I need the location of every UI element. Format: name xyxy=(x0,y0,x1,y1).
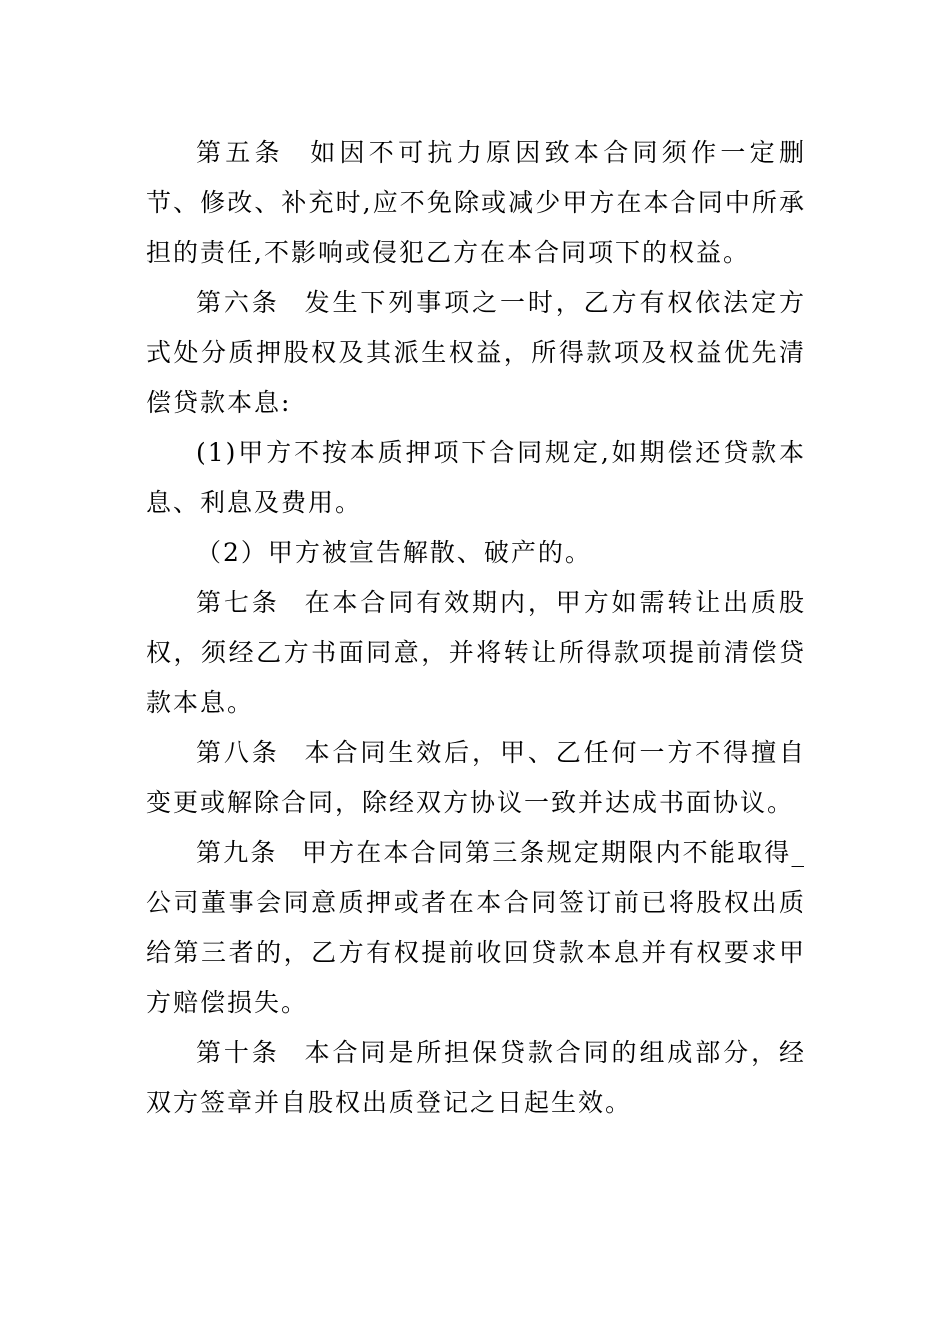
article-text: 甲方在本合同第三条规定期限内不能取得_公司董事会同意质押或者在本合同签订前已将股权出质给第三者的，乙方有权提前收回贷款本息并有权要求甲方赔偿损失。 xyxy=(146,838,806,1017)
article-7 xyxy=(146,578,806,728)
article-text: 本合同是所担保贷款合同的组成部分，经双方签章并自股权出质登记之日起生效。 xyxy=(146,1038,806,1117)
article-9 xyxy=(146,828,806,1028)
article-5 xyxy=(146,128,806,278)
article-heading: 第八条 xyxy=(196,738,280,767)
item-text: （2）甲方被宣告解散、破产的。 xyxy=(196,538,592,567)
article-heading: 第九条 xyxy=(196,838,278,867)
article-text: 本合同生效后，甲、乙任何一方不得擅自变更或解除合同，除经双方协议一致并达成书面协议。 xyxy=(146,738,806,817)
article-heading: 第五条 xyxy=(196,138,284,167)
item-text: (1)甲方不按本质押项下合同规定,如期偿还贷款本息、利息及费用。 xyxy=(146,438,806,517)
article-heading: 第六条 xyxy=(196,288,280,317)
article-text: 如因不可抗力原因致本合同须作一定删节、修改、补充时,应不免除或减少甲方在本合同中所承担的责任,不影响或侵犯乙方在本合同项下的权益。 xyxy=(146,138,806,267)
document-body xyxy=(146,128,806,1128)
article-10 xyxy=(146,1028,806,1128)
article-6-item-2 xyxy=(146,528,806,578)
article-text: 发生下列事项之一时，乙方有权依法定方式处分质押股权及其派生权益，所得款项及权益优先清偿贷款本息: xyxy=(146,288,806,417)
article-text: 在本合同有效期内，甲方如需转让出质股权，须经乙方书面同意，并将转让所得款项提前清偿贷款本息。 xyxy=(146,588,806,717)
article-heading: 第七条 xyxy=(196,588,280,617)
article-8 xyxy=(146,728,806,828)
article-6 xyxy=(146,278,806,428)
article-heading: 第十条 xyxy=(196,1038,280,1067)
article-6-item-1 xyxy=(146,428,806,528)
